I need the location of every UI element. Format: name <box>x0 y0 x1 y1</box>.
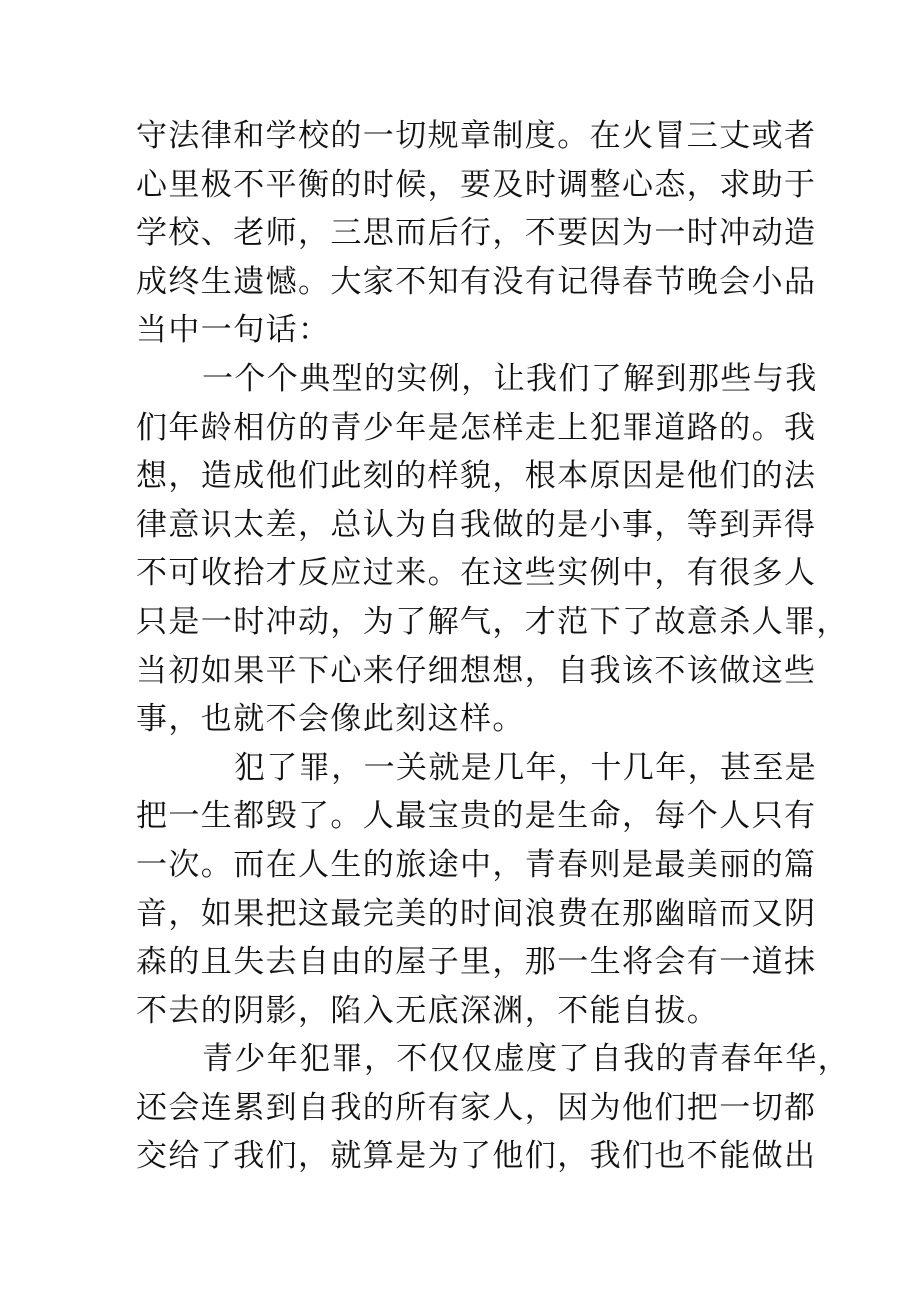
text-line: 当初如果平下心来仔细想想，自我该不该做这些 <box>136 652 817 689</box>
text-line: 心里极不平衡的时候，要及时调整心态，求助于 <box>136 166 817 203</box>
text-line: 交给了我们，就算是为了他们，我们也不能做出 <box>136 1138 817 1175</box>
text-line: 们年龄相仿的青少年是怎样走上犯罪道路的。我 <box>136 409 817 446</box>
paragraph-1 <box>136 112 817 355</box>
paragraph-2 <box>136 355 849 744</box>
text-line: 青少年犯罪，不仅仅虚度了自我的青春年华， <box>202 1041 850 1078</box>
paragraph-3 <box>136 744 818 1036</box>
text-line: 想，造成他们此刻的样貌，根本原因是他们的法 <box>136 458 817 495</box>
paragraph-4 <box>136 1035 850 1181</box>
text-line: 还会连累到自我的所有家人，因为他们把一切都 <box>136 1089 817 1126</box>
text-line: 守法律和学校的一切规章制度。在火冒三丈或者 <box>136 118 817 154</box>
text-line: 学校、老师，三思而后行，不要因为一时冲动造 <box>136 215 817 252</box>
text-line: 森的且失去自由的屋子里，那一生将会有一道抹 <box>136 944 817 981</box>
text-line: 不可收拾才反应过来。在这些实例中，有很多人 <box>136 555 817 592</box>
text-line: 律意识太差，总认为自我做的是小事，等到弄得 <box>136 506 817 543</box>
text-line: 把一生都毁了。人最宝贵的是生命，每个人只有 <box>136 798 817 835</box>
text-line: 只是一时冲动，为了解气，才范下了故意杀人罪， <box>136 603 849 640</box>
text-line: 不去的阴影，陷入无底深渊，不能自拔。 <box>136 992 720 1029</box>
text-line: 犯了罪，一关就是几年，十几年，甚至是 <box>234 749 818 786</box>
text-line: 音，如果把这最完美的时间浪费在那幽暗而又阴 <box>136 895 817 932</box>
text-line: 当中一句话： <box>136 312 331 349</box>
document-page <box>136 112 850 1181</box>
text-line: 事，也就不会像此刻这样。 <box>136 701 525 738</box>
text-line: 一个个典型的实例，让我们了解到那些与我 <box>202 360 818 397</box>
text-line: 成终生遗憾。大家不知有没有记得春节晚会小品 <box>136 263 817 300</box>
text-line: 一次。而在人生的旅途中，青春则是最美丽的篇 <box>136 846 817 883</box>
